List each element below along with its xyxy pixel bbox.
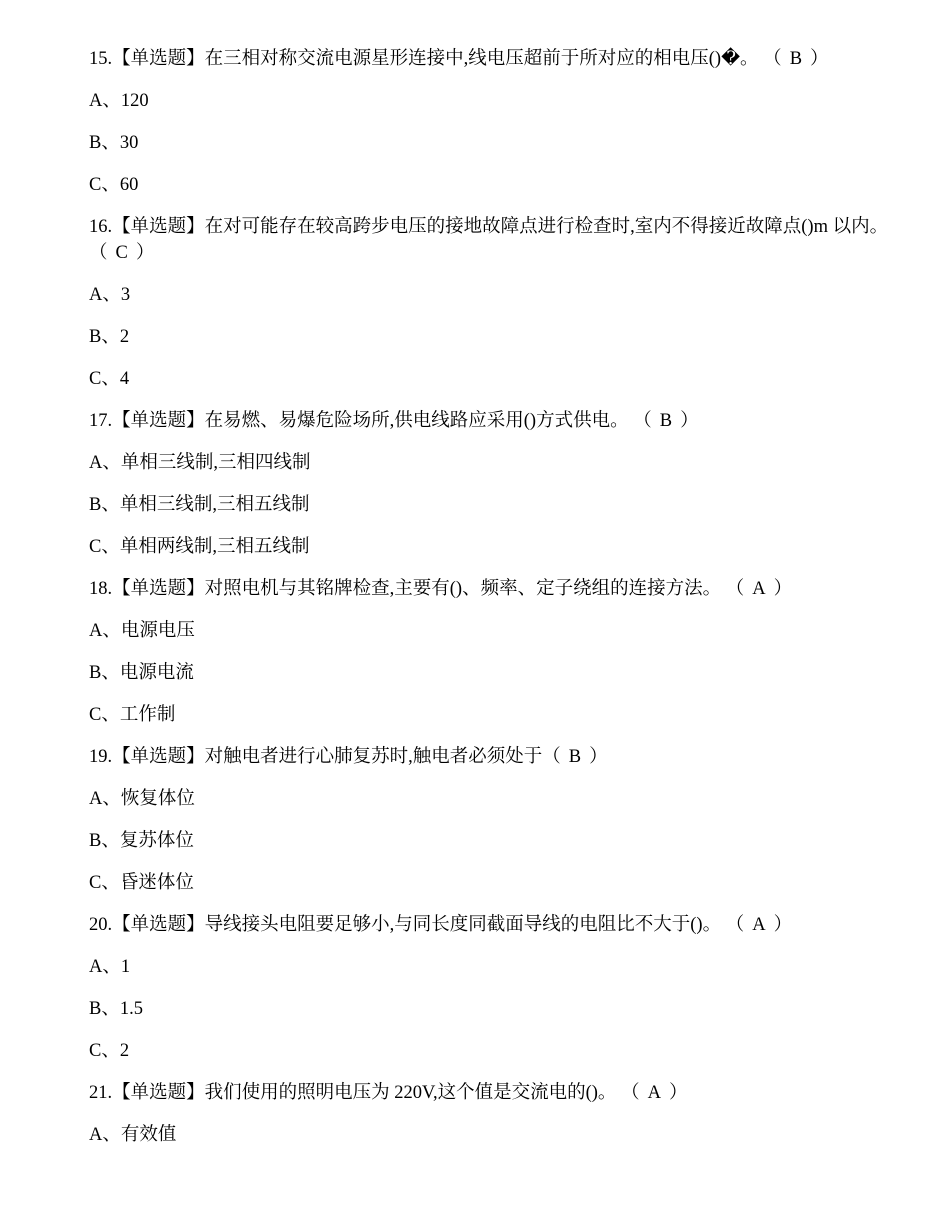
option-c: C、4	[89, 369, 130, 389]
answer-marker: （ A ）	[616, 1083, 687, 1103]
answer-marker: （ C ）	[89, 243, 154, 263]
answer-letter: C	[115, 243, 128, 263]
option-c: C、2	[89, 1041, 130, 1061]
option-a: A、单相三线制,三相四线制	[89, 453, 311, 473]
question-18	[89, 576, 890, 728]
question-20	[89, 912, 890, 1064]
answer-letter: B	[789, 49, 803, 69]
answer-letter: B	[568, 747, 582, 767]
question-21	[89, 1080, 890, 1148]
option-a: A、电源电压	[89, 621, 195, 641]
question-stem: 15.【单选题】在三相对称交流电源星形连接中,线电压超前于所对应的相电压()�。 （ B ）	[89, 46, 890, 72]
option-a: A、120	[89, 91, 149, 111]
option-c: C、60	[89, 175, 139, 195]
option-b: B、30	[89, 133, 139, 153]
option-c: C、单相两线制,三相五线制	[89, 537, 310, 557]
answer-letter: A	[752, 579, 766, 599]
option-a: A、恢复体位	[89, 789, 195, 809]
option-b: B、1.5	[89, 999, 143, 1019]
option-b: B、单相三线制,三相五线制	[89, 495, 310, 515]
option-c: C、工作制	[89, 705, 176, 725]
question-stem: 17.【单选题】在易燃、易爆危险场所,供电线路应采用()方式供电。 （ B ）	[89, 408, 890, 434]
option-c: C、昏迷体位	[89, 873, 194, 893]
answer-marker: （ B ）	[759, 49, 829, 69]
answer-marker: （ B ）	[542, 747, 607, 767]
answer-marker: （ B ）	[629, 411, 699, 431]
option-b: B、复苏体位	[89, 831, 194, 851]
question-stem: 16.【单选题】在对可能存在较高跨步电压的接地故障点进行检查时,室内不得接近故障点()m 以内。（ C ）	[89, 214, 890, 266]
answer-marker: （ A ）	[721, 579, 792, 599]
question-16	[89, 214, 890, 392]
option-a: A、有效值	[89, 1125, 177, 1145]
option-b: B、电源电流	[89, 663, 194, 683]
question-15	[89, 46, 890, 198]
answer-letter: A	[752, 915, 766, 935]
question-stem: 18.【单选题】对照电机与其铭牌检查,主要有()、频率、定子绕组的连接方法。 （ A ）	[89, 576, 890, 602]
question-stem: 19.【单选题】对触电者进行心肺复苏时,触电者必须处于（ B ）	[89, 744, 890, 770]
question-stem: 21.【单选题】我们使用的照明电压为 220V,这个值是交流电的()。 （ A ）	[89, 1080, 890, 1106]
question-stem: 20.【单选题】导线接头电阻要足够小,与同长度同截面导线的电阻比不大于()。 （ A ）	[89, 912, 890, 938]
answer-letter: B	[659, 411, 673, 431]
answer-marker: （ A ）	[721, 915, 792, 935]
question-19	[89, 744, 890, 896]
option-a: A、1	[89, 957, 131, 977]
option-a: A、3	[89, 285, 131, 305]
option-b: B、2	[89, 327, 130, 347]
question-17	[89, 408, 890, 560]
answer-letter: A	[647, 1083, 661, 1103]
